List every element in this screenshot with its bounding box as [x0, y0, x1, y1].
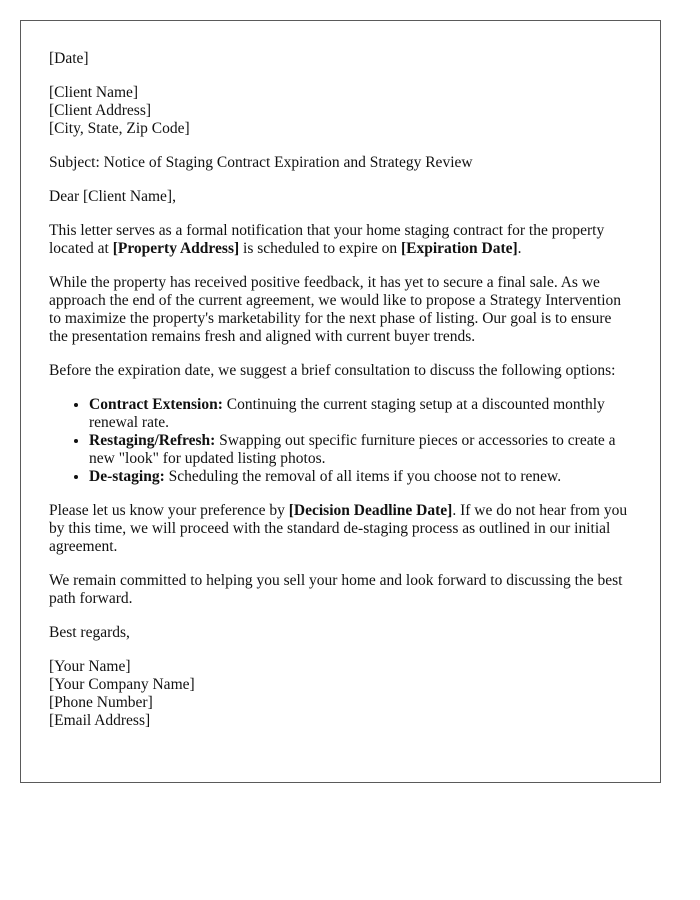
recipient-block	[49, 84, 632, 138]
salutation: Dear [Client Name],	[49, 188, 176, 205]
list-item	[89, 432, 632, 468]
option-title: Restaging/Refresh:	[89, 432, 216, 449]
paragraph-deadline-text-1: Please let us know your preference by	[49, 502, 289, 519]
recipient-address: [Client Address]	[49, 102, 152, 119]
options-list	[49, 396, 632, 486]
paragraph-commitment: We remain committed to helping you sell your home and look forward to discussing the best path forward.	[49, 572, 623, 607]
list-item	[89, 468, 632, 486]
date-block	[49, 50, 632, 68]
paragraph-notification	[49, 222, 632, 258]
option-title: Contract Extension:	[89, 396, 223, 413]
signature-email: [Email Address]	[49, 712, 151, 729]
paragraph-deadline	[49, 502, 632, 556]
paragraph-strategy: While the property has received positive feedback, it has yet to secure a final sale. As we approach the end of the current agreement, we would like to propose a Strategy Intervention to maximize the property's marketability for the next phase of listing. Our goal is to ensure the presentation remains fresh and aligned with current buyer trends.	[49, 274, 622, 345]
option-text: Continuing the current staging setup at a discounted monthly renewal rate.	[89, 396, 605, 431]
recipient-city-state-zip: [City, State, Zip Code]	[49, 120, 190, 137]
recipient-name: [Client Name]	[49, 84, 139, 101]
signature-name: [Your Name]	[49, 658, 131, 675]
signature-block	[49, 658, 632, 730]
paragraph-notification-text-1: This letter serves as a formal notification that your home staging contract for the property located at	[49, 222, 605, 257]
paragraph-deadline-text-2: . If we do not hear from you by this time, we will proceed with the standard de-staging process as outlined in our initial agreement.	[49, 502, 628, 555]
closing: Best regards,	[49, 624, 130, 641]
date: [Date]	[49, 50, 89, 67]
list-item	[89, 396, 632, 432]
paragraph-notification-text-2: is scheduled to expire on	[239, 240, 401, 257]
signature-phone: [Phone Number]	[49, 694, 153, 711]
property-address: [Property Address]	[112, 240, 240, 257]
paragraph-notification-text-3: .	[517, 240, 522, 257]
expiration-date: [Expiration Date]	[401, 240, 518, 257]
decision-deadline-date: [Decision Deadline Date]	[288, 502, 453, 519]
paragraph-consultation: Before the expiration date, we suggest a brief consultation to discuss the following options:	[49, 362, 616, 379]
letter	[20, 20, 661, 783]
subject-line: Subject: Notice of Staging Contract Expiration and Strategy Review	[49, 154, 473, 171]
option-title: De-staging:	[89, 468, 165, 485]
signature-company: [Your Company Name]	[49, 676, 195, 693]
option-text: Swapping out specific furniture pieces or accessories to create a new "look" for updated listing photos.	[89, 432, 616, 467]
option-text: Scheduling the removal of all items if you choose not to renew.	[164, 468, 562, 485]
